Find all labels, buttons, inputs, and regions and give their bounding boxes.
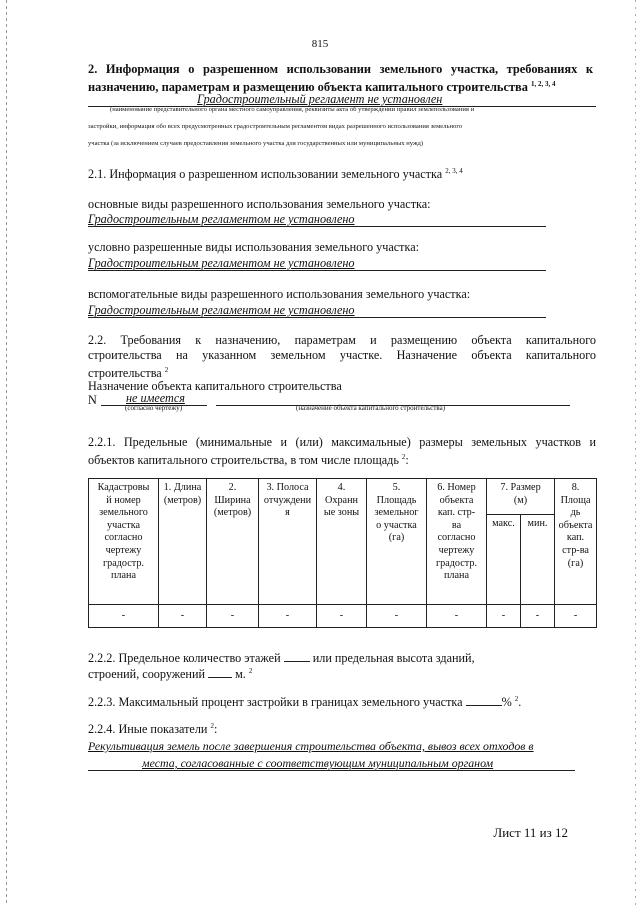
conditional-uses-value: Градостроительным регламентом не установлено	[88, 256, 355, 270]
section-2-title	[88, 62, 593, 95]
auxiliary-uses-label: вспомогательные виды разрешенного использования земельного участка:	[88, 287, 471, 301]
dimensions-table	[88, 478, 597, 628]
table-cell: -	[89, 605, 159, 628]
section-2-2-1-line2: объектов капитального строительства, в том числе площадь $^2$:	[88, 453, 409, 468]
n-label: N	[88, 393, 97, 407]
section-2-1-heading: 2.1. Информация о разрешенном использовании земельного участка $^{2, 3, 4}$	[88, 167, 463, 182]
section-2-2-line1: 2.2. Требования к назначению, параметрам и размещению объекта капитального	[88, 333, 596, 347]
section-2-title-line1: 2. Информация о разрешенном использовании земельного участка, требованиях к	[88, 62, 593, 76]
table-cell: -	[487, 605, 521, 628]
header-size-min: мин.	[521, 515, 555, 605]
header-width: 2. Ширина (метров)	[207, 479, 259, 605]
other-indicators-underline	[88, 770, 575, 771]
auxiliary-uses-value: Градостроительным регламентом не установлено	[88, 303, 355, 317]
other-indicators-line2: места, согласованные с соответствующим муниципальным органом	[142, 756, 494, 770]
n-note: (согласно чертежу)	[125, 404, 183, 412]
section-2-2-line3: строительства $^2$	[88, 366, 169, 381]
reglament-text: Градостроительный регламент не установлен	[197, 92, 443, 106]
n-value: не имеется	[126, 391, 185, 405]
conditional-uses-label: условно разрешенные виды использования земельного участка:	[88, 240, 420, 254]
table-cell: -	[521, 605, 555, 628]
header-cadastral: Кадастровы й номер земельного участка согласно чертежу градостр. плана	[89, 479, 159, 605]
table-cell: -	[427, 605, 487, 628]
section-2-2-4-label: 2.2.4. Иные показатели $^2$:	[88, 722, 218, 737]
section-2-2-2-line1: 2.2.2. Предельное количество этажей или предельная высота зданий,	[88, 651, 475, 665]
main-uses-value: Градостроительным регламентом не установлено	[88, 212, 355, 226]
table-cell: -	[207, 605, 259, 628]
main-uses-label: основные виды разрешенного использования земельного участка:	[88, 197, 431, 211]
section-2-2-1-line1: 2.2.1. Предельные (минимальные и (или) максимальные) размеры земельных участков и	[88, 435, 596, 449]
section-2-2-text	[88, 333, 596, 381]
conditional-uses-underline	[88, 270, 546, 271]
section-2-2-1-text	[88, 435, 596, 468]
main-uses-underline	[88, 226, 546, 227]
header-size-max: макс.	[487, 515, 521, 605]
header-protection-zones: 4. Охранн ые зоны	[317, 479, 367, 605]
table-cell: -	[317, 605, 367, 628]
section-2-note-line2: застройки, информация обо всех предусмотренных градостроительным регламентом видах разрешенного использования земельного	[88, 123, 463, 130]
header-plot-area: 5. Площадь земельног о участка (га)	[367, 479, 427, 605]
section-2-2-3: 2.2.3. Максимальный процент застройки в границах земельного участка % $^2$.	[88, 695, 522, 710]
header-object-area: 8. Площа дь объекта кап. стр-ва (га)	[555, 479, 597, 605]
header-size: 7. Размер (м)	[487, 479, 555, 515]
header-object-number: 6. Номер объекта кап. стр- ва согласно чертежу градостр. плана	[427, 479, 487, 605]
section-2-note-line3: участка (за исключением случаев предоставления земельного участка для государственных или муниципальных нужд)	[88, 140, 424, 147]
scan-edge-right	[635, 0, 636, 905]
header-alienation-strip: 3. Полоса отчуждени я	[259, 479, 317, 605]
table-cell: -	[259, 605, 317, 628]
page-number: 815	[311, 38, 329, 50]
section-2-2-2-line2: строений, сооружений м. $^2$	[88, 667, 253, 682]
section-2-note-line1: (наименование представительного органа местного самоуправления, реквизиты акта об утверждении правил землепользования и	[110, 106, 475, 113]
scan-edge-left	[6, 0, 7, 905]
table-cell: -	[367, 605, 427, 628]
table-header-row	[89, 479, 597, 515]
table-row	[89, 605, 597, 628]
auxiliary-uses-underline	[88, 317, 546, 318]
header-length: 1. Длина (метров)	[159, 479, 207, 605]
table-cell: -	[555, 605, 597, 628]
sheet-footer: Лист 11 из 12	[493, 825, 568, 840]
section-2-2-line2: строительства на указанном земельном участке. Назначение объекта капитального	[88, 348, 596, 362]
table-cell: -	[159, 605, 207, 628]
section-2-title-line2: назначению, параметрам и размещению объекта капитального строительства $^{1, 2, 3, 4}$	[88, 80, 556, 95]
purpose-label: Назначение объекта капитального строительства	[88, 379, 342, 393]
purpose-note: (назначение объекта капитального строительства)	[296, 404, 446, 412]
other-indicators-line1: Рекультивация земель после завершения строительства объекта, вывоз всех отходов в	[88, 739, 534, 753]
